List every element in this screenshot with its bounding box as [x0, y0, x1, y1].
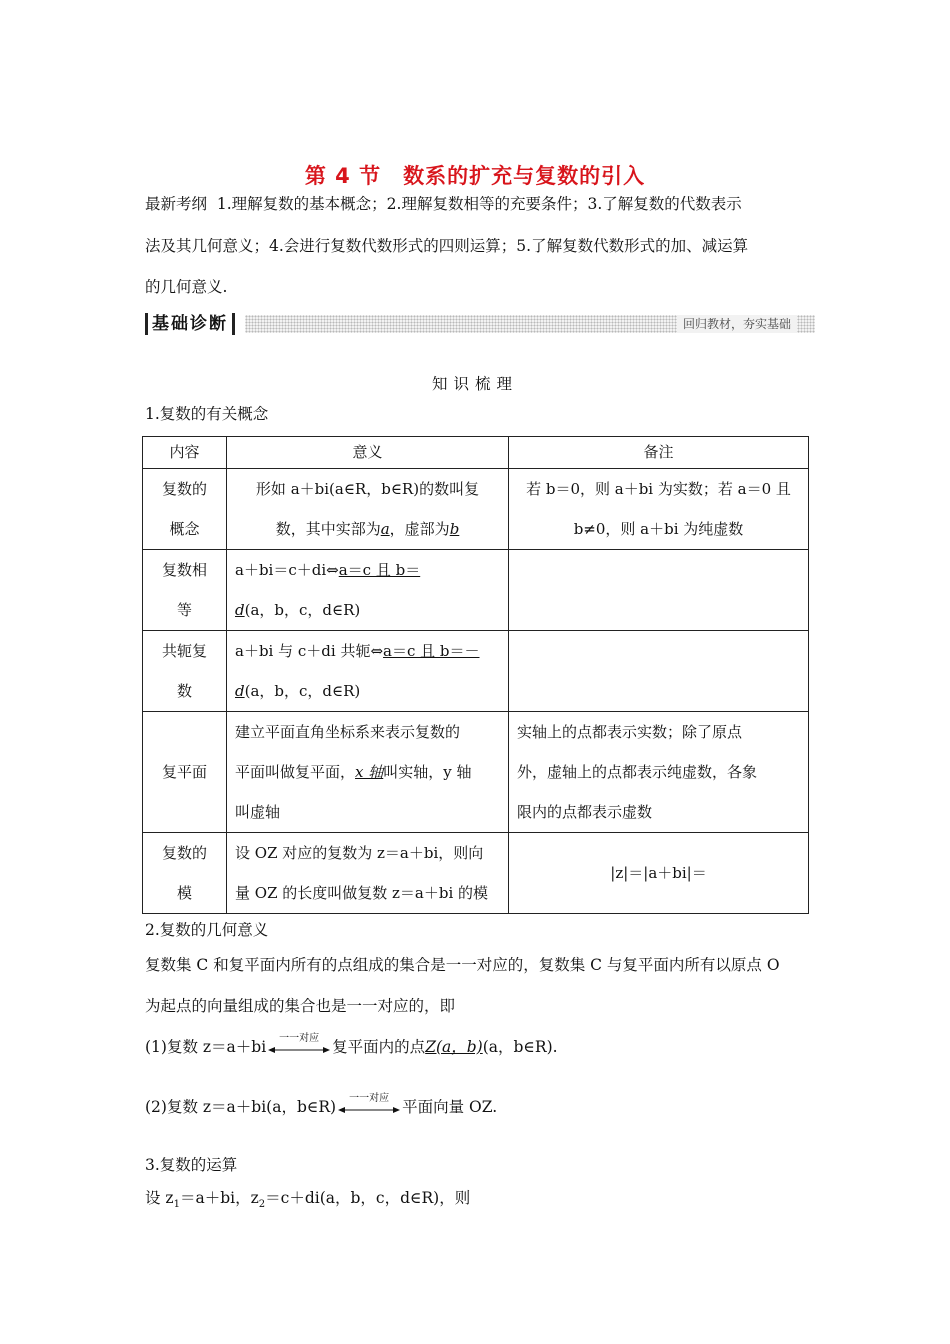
- section-number: 第 4 节: [304, 164, 382, 188]
- table-row: [143, 469, 809, 550]
- section-3-setup: 设 $z_1=a+bi$，$z_2=c+di(a$，b，c，d∈R)，则: [145, 1189, 471, 1211]
- row-meaning: 建立平面直角坐标系来表示复数的 平面叫做复平面，x 轴叫实轴，y 轴 叫虚轴: [227, 712, 509, 833]
- banner-subtitle: 回归教材，夯实基础: [677, 315, 797, 333]
- row-name: 复数的 模: [143, 833, 227, 914]
- geometric-item-1: (1)复数 z＝a＋bi 一一对应 复平面内的点Z(a，b)(a，b∈R).: [145, 1033, 558, 1056]
- section-3-title: 3.复数的运算: [145, 1156, 238, 1174]
- row-name: 复数相 等: [143, 550, 227, 631]
- row-meaning: a＋bi 与 c＋di 共轭⇔a＝c 且 b＝－ d(a，b，c，d∈R): [227, 631, 509, 712]
- header-remark: 备注: [509, 437, 809, 469]
- knowledge-heading: 知识梳理: [431, 375, 518, 393]
- row-meaning: a＋bi＝c＋di⇔a＝c 且 b＝ d(a，b，c，d∈R): [227, 550, 509, 631]
- header-meaning: 意义: [227, 437, 509, 469]
- section-2-paragraph-1: 复数集 C 和复平面内所有的点组成的集合是一一对应的，复数集 C 与复平面内所有以原点 O: [145, 956, 780, 974]
- row-name: 共轭复 数: [143, 631, 227, 712]
- section-banner: [145, 313, 815, 335]
- outline-line-3: 的几何意义.: [145, 278, 228, 296]
- row-remark: [509, 550, 809, 631]
- header-content: 内容: [143, 437, 227, 469]
- concepts-table: [142, 436, 809, 914]
- table-row: [143, 550, 809, 631]
- section-2-paragraph-2: 为起点的向量组成的集合也是一一对应的，即: [145, 997, 456, 1015]
- section-2-title: 2.复数的几何意义: [145, 921, 269, 939]
- bidirectional-arrow-icon: 一一对应: [338, 1098, 400, 1118]
- row-name: 复平面: [143, 712, 227, 833]
- table-row: [143, 631, 809, 712]
- row-meaning: 形如 a＋bi(a∈R，b∈R)的数叫复 数，其中实部为a，虚部为b: [227, 469, 509, 550]
- table-header-row: [143, 437, 809, 469]
- outline-label: 最新考纲: [145, 195, 208, 213]
- row-remark: |z|＝|a＋bi|＝: [509, 833, 809, 914]
- page-title: [0, 160, 950, 190]
- outline-text-1: 1.理解复数的基本概念；2.理解复数相等的充要条件；3.了解复数的代数表示: [216, 195, 742, 213]
- outline-line-2: 法及其几何意义；4.会进行复数代数形式的四则运算；5.了解复数代数形式的加、减运算: [145, 237, 749, 255]
- row-meaning: 设 OZ 对应的复数为 z＝a＋bi，则向 量 OZ 的长度叫做复数 z＝a＋bi 的模: [227, 833, 509, 914]
- geometric-item-2: (2)复数 z＝a＋bi(a，b∈R) 一一对应 平面向量 OZ.: [145, 1093, 498, 1116]
- outline-line-1: [145, 194, 815, 214]
- bidirectional-arrow-icon: 一一对应: [268, 1038, 330, 1058]
- row-name: 复数的 概念: [143, 469, 227, 550]
- banner-label: 基础诊断: [145, 313, 235, 335]
- section-1-title: 1.复数的有关概念: [145, 405, 269, 423]
- section-topic: 数系的扩充与复数的引入: [403, 164, 646, 188]
- row-remark: 实轴上的点都表示实数；除了原点 外，虚轴上的点都表示纯虚数，各象 限内的点都表示虚数: [509, 712, 809, 833]
- table-row: [143, 833, 809, 914]
- row-remark: 若 b＝0，则 a＋bi 为实数；若 a＝0 且 b≠0，则 a＋bi 为纯虚数: [509, 469, 809, 550]
- row-remark: [509, 631, 809, 712]
- table-row: [143, 712, 809, 833]
